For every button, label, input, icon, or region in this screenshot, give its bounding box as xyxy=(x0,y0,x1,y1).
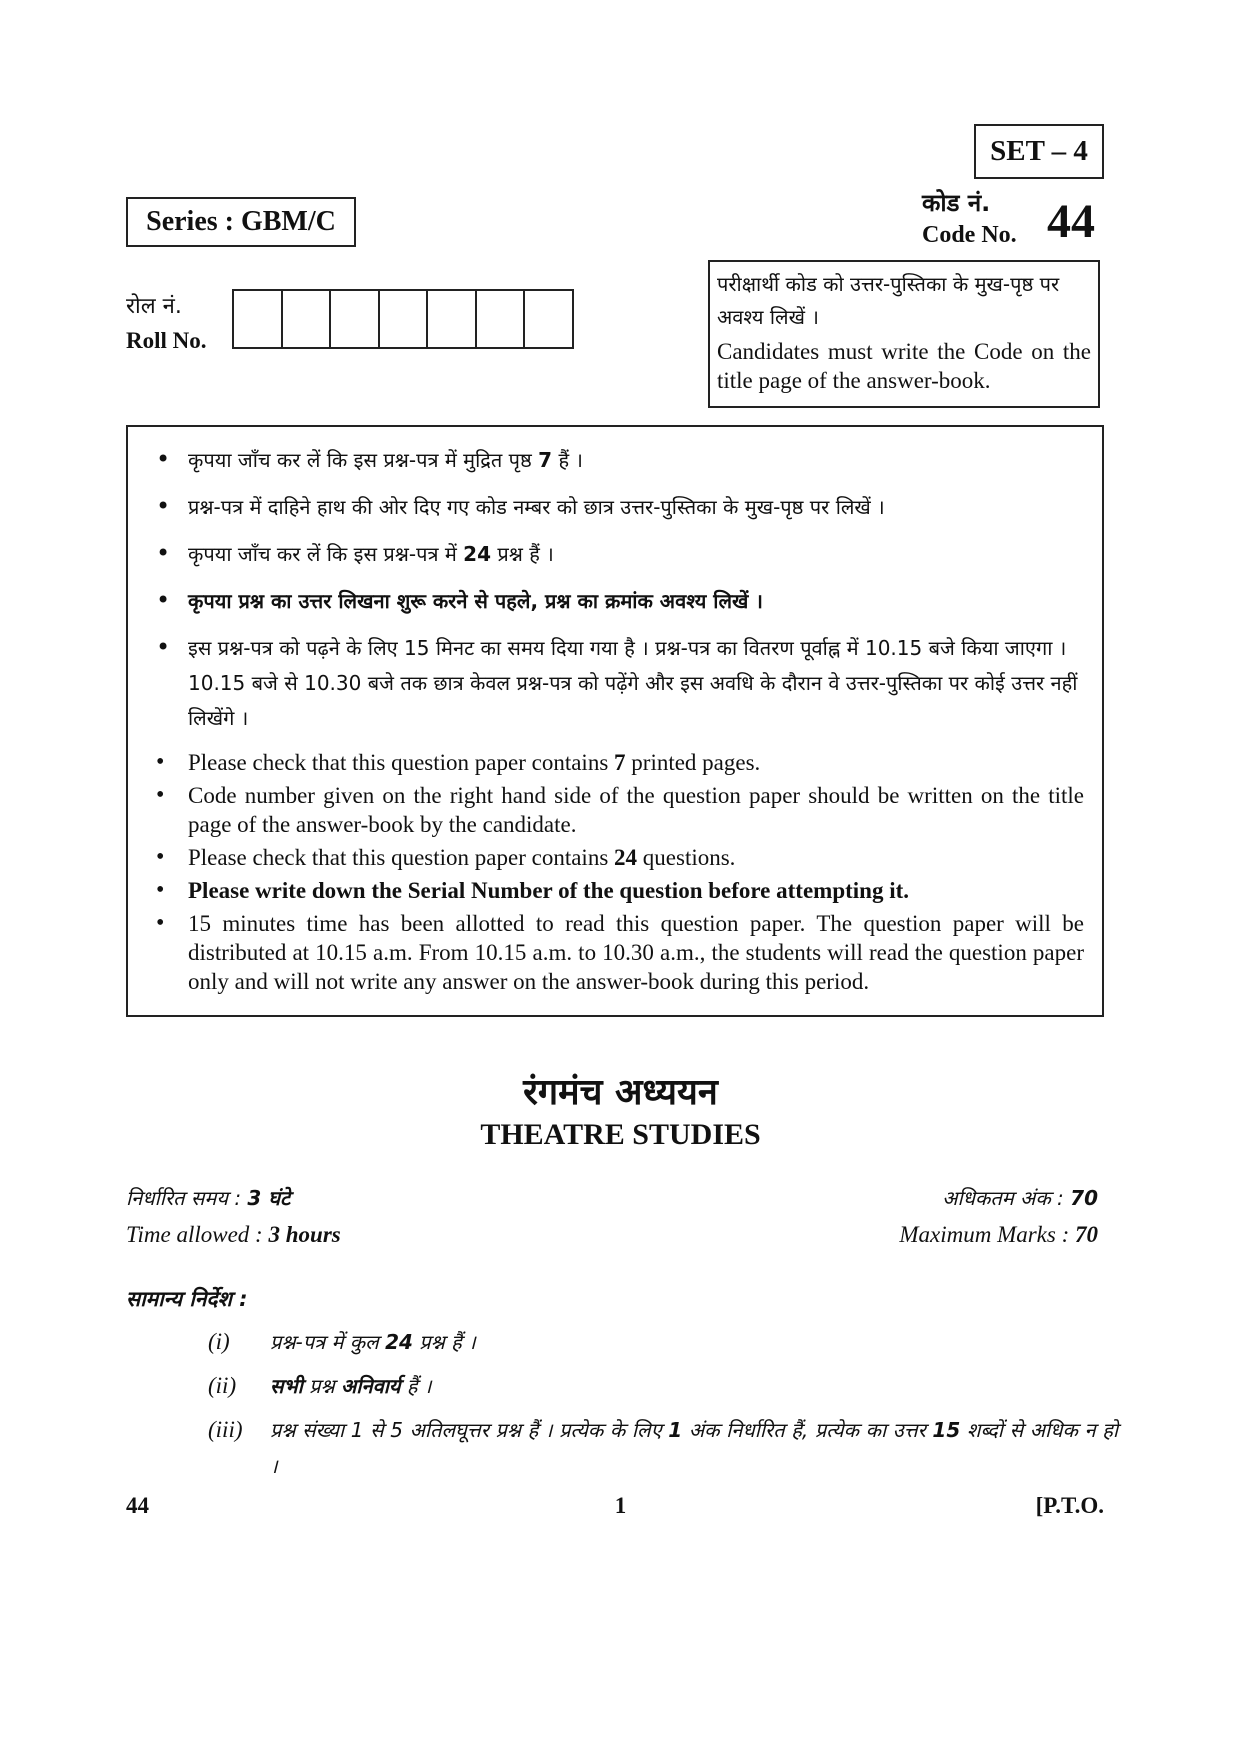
please-turn-over: [P.T.O. xyxy=(1035,1493,1104,1518)
marks-label-hindi: अधिकतम अंक : xyxy=(942,1186,1071,1210)
bullet-icon: • xyxy=(156,539,171,567)
max-marks-english xyxy=(899,1222,1098,1248)
series-box xyxy=(126,197,356,247)
instruction-text-part: अनिवार्य xyxy=(341,1374,401,1398)
instruction-text-pre: कृपया जाँच कर लें कि इस प्रश्न-पत्र में xyxy=(188,542,464,566)
bullet-icon: • xyxy=(156,782,165,808)
instructions-english xyxy=(152,748,1084,996)
instruction-text-part: सभी xyxy=(270,1374,303,1398)
time-allowed-english xyxy=(126,1222,341,1248)
page-number: 1 xyxy=(614,1493,627,1518)
instruction-item xyxy=(152,490,1084,525)
candidate-note-box xyxy=(708,260,1100,408)
instruction-text-pre: इस प्रश्न-पत्र को पढ़ने के लिए 15 मिनट का समय दिया गया है । प्रश्न-पत्र का वितरण पूर्वाह्न में 10.15 बजे किया जाएगा । 10.15 बजे से 10.30 बजे तक छात्र केवल प्रश्न-पत्र को पढ़ेंगे और इस अवधि के दौरान वे उत्तर-पुस्तिका पर कोई उत्तर नहीं लिखेंगे । xyxy=(188,636,1078,730)
instruction-text-bold: 7 xyxy=(614,750,626,775)
instruction-text-pre: 15 minutes time has been allotted to read this question paper. The question paper will be distributed at 10.15 a.m. From 10.15 a.m. to 10.30 a.m., the students will read the question paper only and will not write any answer on the answer-book during this period. xyxy=(188,911,1084,994)
instruction-text-bold: 24 xyxy=(614,845,638,870)
instructions-hindi xyxy=(152,443,1084,736)
instruction-text-bold: 24 xyxy=(463,542,491,566)
roll-number-grid[interactable] xyxy=(232,289,574,349)
instruction-number: (ii) xyxy=(208,1373,237,1398)
time-allowed-hindi xyxy=(126,1184,290,1211)
instruction-item xyxy=(152,748,1084,777)
marks-label-english: Maximum Marks : xyxy=(899,1222,1075,1247)
roll-number-cell[interactable] xyxy=(428,289,477,349)
instruction-text-part: 24 xyxy=(385,1330,413,1354)
roll-label-hindi: रोल नं. xyxy=(126,294,182,319)
series-label: Series : GBM/C xyxy=(146,206,336,237)
roll-number-cell[interactable] xyxy=(477,289,526,349)
roll-number-cell[interactable] xyxy=(331,289,380,349)
instruction-text xyxy=(270,1368,1118,1404)
bullet-icon: • xyxy=(156,445,171,473)
set-number-box xyxy=(974,124,1104,179)
max-marks-hindi xyxy=(942,1184,1098,1211)
code-label-hindi: कोड नं. xyxy=(922,189,991,217)
subject-title-hindi: रंगमंच अध्ययन xyxy=(523,1072,718,1113)
instruction-number: (iii) xyxy=(208,1417,243,1442)
general-instruction-item xyxy=(208,1324,1118,1360)
roll-number-cell[interactable] xyxy=(234,289,283,349)
instruction-text-bold: कृपया प्रश्न का उत्तर लिखना शुरू करने से पहले, प्रश्न का क्रमांक अवश्य लिखें । xyxy=(188,589,763,613)
bullet-icon: • xyxy=(156,877,165,903)
instruction-text-pre: Please check that this question paper contains xyxy=(188,845,615,870)
instruction-text-post: प्रश्न हैं । xyxy=(491,542,554,566)
instruction-item xyxy=(152,584,1084,619)
instruction-item xyxy=(152,443,1084,478)
instruction-item xyxy=(152,843,1084,872)
bullet-icon: • xyxy=(156,586,171,614)
time-label-english: Time allowed : xyxy=(126,1222,269,1247)
general-instructions-heading: सामान्य निर्देश : xyxy=(126,1287,248,1311)
roll-number-cell[interactable] xyxy=(283,289,332,349)
roll-number-cell[interactable] xyxy=(525,289,574,349)
general-instruction-item xyxy=(208,1368,1118,1404)
marks-value-hindi: 70 xyxy=(1070,1186,1098,1210)
instruction-text-pre: कृपया जाँच कर लें कि इस प्रश्न-पत्र में मुद्रित पृष्ठ xyxy=(188,448,539,472)
roll-label-english: Roll No. xyxy=(126,328,207,353)
time-label-hindi: निर्धारित समय : xyxy=(126,1186,248,1210)
instruction-text-bold: 7 xyxy=(538,448,553,472)
subject-title-english: THEATRE STUDIES xyxy=(480,1118,761,1151)
instruction-text-pre: प्रश्न-पत्र में दाहिने हाथ की ओर दिए गए कोड नम्बर को छात्र उत्तर-पुस्तिका के मुख-पृष्ठ पर लिखें । xyxy=(188,495,885,519)
candidate-note-hindi: परीक्षार्थी कोड को उत्तर-पुस्तिका के मुख-पृष्ठ पर अवश्य लिखें । xyxy=(717,272,1060,329)
instruction-text-part: 1 xyxy=(668,1418,683,1442)
marks-value-english: 70 xyxy=(1075,1222,1098,1247)
instruction-number: (i) xyxy=(208,1329,230,1354)
time-value-hindi: 3 घंटे xyxy=(247,1186,291,1210)
set-number: SET – 4 xyxy=(990,135,1088,167)
bullet-icon: • xyxy=(156,910,165,936)
instruction-text-part: हैं । xyxy=(400,1374,432,1398)
footer-code-number: 44 xyxy=(126,1493,149,1518)
code-number: 44 xyxy=(1047,195,1095,248)
general-instruction-item xyxy=(208,1412,1118,1484)
instruction-text-bold: Please write down the Serial Number of the question before attempting it. xyxy=(188,878,910,903)
time-value-english: 3 hours xyxy=(268,1222,341,1247)
instruction-text-part: शब्दों से अधिक न हो । xyxy=(270,1418,1118,1478)
instruction-text-part: प्रश्न संख्या 1 से 5 अतिलघूत्तर प्रश्न हैं । प्रत्येक के लिए xyxy=(270,1418,669,1442)
instruction-item xyxy=(152,909,1084,996)
instruction-text-post: printed pages. xyxy=(625,750,761,775)
bullet-icon: • xyxy=(156,492,171,520)
candidate-note-english: Candidates must write the Code on the title page of the answer-book. xyxy=(717,339,1091,393)
roll-number-cell[interactable] xyxy=(380,289,429,349)
code-label-english: Code No. xyxy=(922,222,1017,248)
instruction-text-pre: Please check that this question paper contains xyxy=(188,750,615,775)
instruction-text-post: questions. xyxy=(637,845,736,870)
bullet-icon: • xyxy=(156,749,165,775)
instruction-text-post: हैं । xyxy=(552,448,584,472)
instruction-text xyxy=(270,1412,1118,1484)
instruction-item xyxy=(152,537,1084,572)
instruction-text xyxy=(270,1324,1118,1360)
instruction-text-part: प्रश्न हैं । xyxy=(412,1330,476,1354)
instruction-text-part: 15 xyxy=(932,1418,961,1442)
bullet-icon: • xyxy=(156,633,171,661)
instruction-item xyxy=(152,876,1084,905)
instruction-item xyxy=(152,781,1084,839)
instruction-item xyxy=(152,631,1084,736)
bullet-icon: • xyxy=(156,844,165,870)
instructions-box xyxy=(126,425,1104,1017)
instruction-text-pre: Code number given on the right hand side of the question paper should be written on the title page of the answer-book by the candidate. xyxy=(188,783,1084,837)
instruction-text-part: अंक निर्धारित हैं, प्रत्येक का उत्तर xyxy=(682,1418,933,1442)
instruction-text-part: प्रश्न xyxy=(302,1374,342,1398)
instruction-text-part: प्रश्न-पत्र में कुल xyxy=(270,1330,386,1354)
